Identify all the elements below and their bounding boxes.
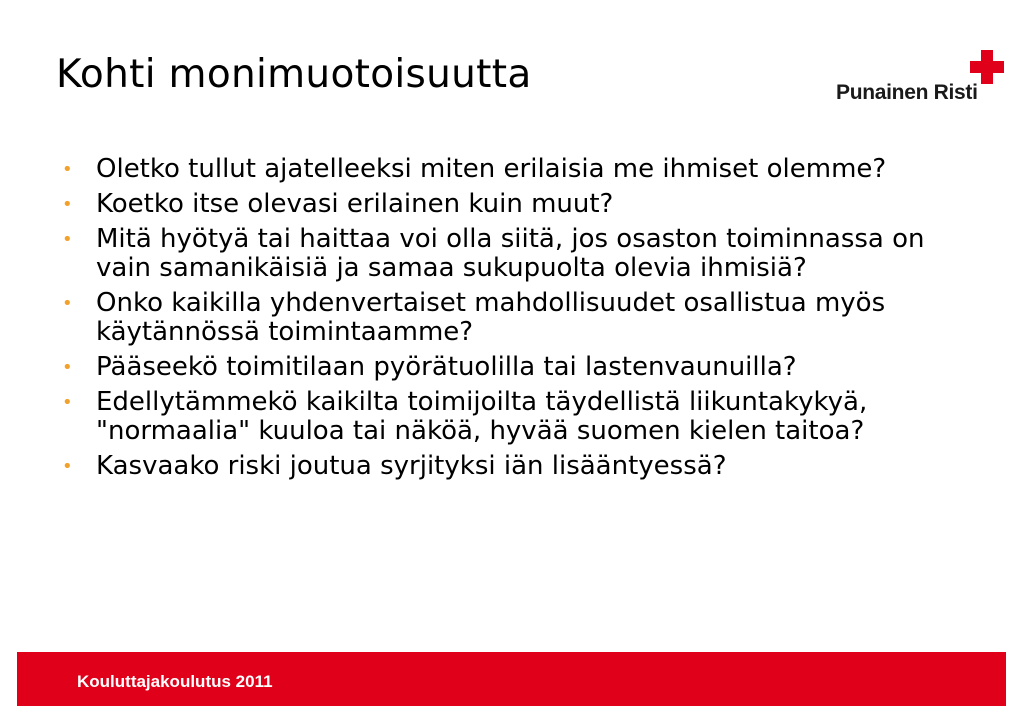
logo-text: Punainen Risti bbox=[836, 81, 978, 104]
bullet-item bbox=[62, 155, 962, 184]
bullet-text: Pääseekö toimitilaan pyörätuolilla tai lastenvaunuilla? bbox=[96, 352, 797, 382]
red-cross-icon bbox=[970, 50, 1004, 84]
bullet-item bbox=[62, 190, 962, 219]
footer-bar bbox=[17, 652, 1006, 706]
bullet-item bbox=[62, 452, 962, 481]
bullet-icon: • bbox=[62, 229, 73, 250]
bullet-item bbox=[62, 353, 962, 382]
bullet-item bbox=[62, 388, 962, 446]
bullet-text: Edellytämmekö kaikilta toimijoilta täydellistä liikuntakykyä, "normaalia" kuuloa tai näköä, hyvää suomen kielen taitoa? bbox=[96, 387, 868, 446]
bullet-icon: • bbox=[62, 194, 73, 215]
bullet-icon: • bbox=[62, 159, 73, 180]
bullet-icon: • bbox=[62, 357, 73, 378]
bullet-text: Oletko tullut ajatelleeksi miten erilaisia me ihmiset olemme? bbox=[96, 154, 887, 184]
bullet-text: Koetko itse olevasi erilainen kuin muut? bbox=[96, 189, 614, 219]
bullet-text: Mitä hyötyä tai haittaa voi olla siitä, jos osaston toiminnassa on vain samanikäisiä ja samaa sukupuolta olevia ihmisiä? bbox=[96, 224, 925, 283]
footer-text: Kouluttajakoulutus 2011 bbox=[77, 672, 273, 691]
slide-title: Kohti monimuotoisuutta bbox=[56, 52, 532, 97]
bullet-icon: • bbox=[62, 293, 73, 314]
bullet-icon: • bbox=[62, 456, 73, 477]
bullet-item bbox=[62, 289, 962, 347]
bullet-list bbox=[62, 155, 962, 487]
bullet-icon: • bbox=[62, 392, 73, 413]
bullet-item bbox=[62, 225, 962, 283]
logo bbox=[834, 50, 1006, 108]
bullet-text: Onko kaikilla yhdenvertaiset mahdollisuudet osallistua myös käytännössä toimintaamme? bbox=[96, 288, 886, 347]
bullet-text: Kasvaako riski joutua syrjityksi iän lisääntyessä? bbox=[96, 451, 727, 481]
